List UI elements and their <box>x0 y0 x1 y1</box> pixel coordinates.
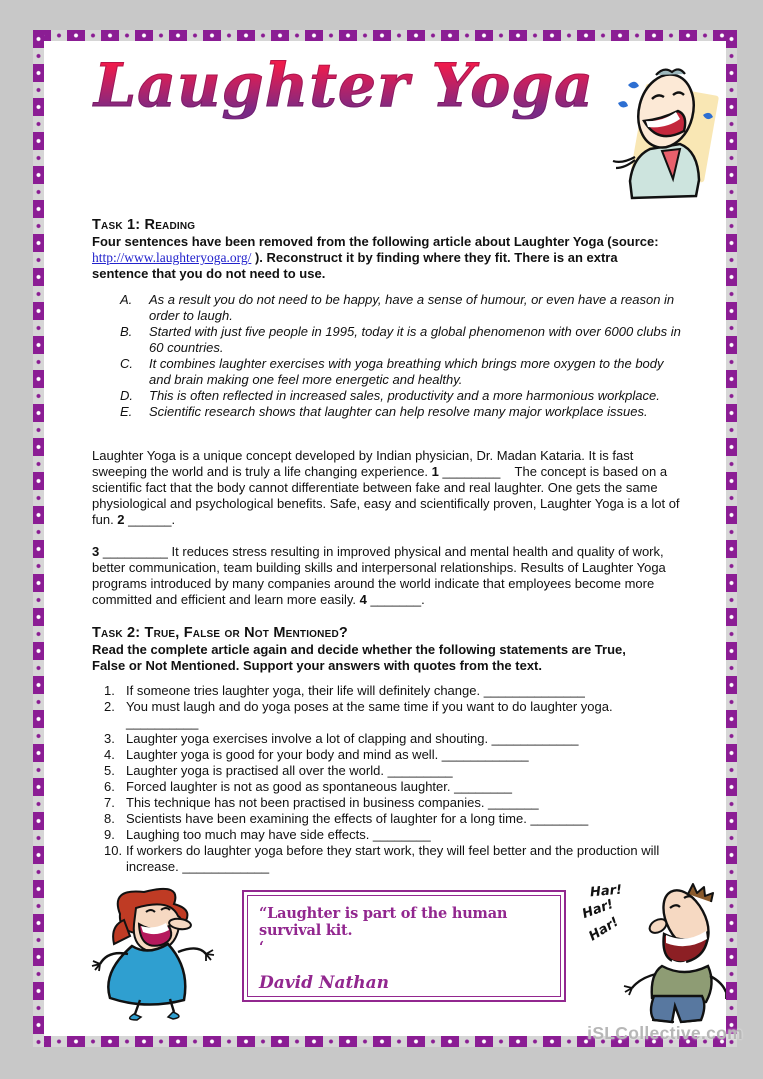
statement-1 <box>104 683 688 699</box>
statement-2 <box>104 699 688 731</box>
task2-heading: Task 2: True, False or Not Mentioned? <box>92 625 348 641</box>
statement-text: Forced laughter is not as good as spontaneous laughter. ________ <box>126 779 512 794</box>
statement-number: 5. <box>104 763 115 778</box>
statement-text: If workers do laughter yoga before they start work, they will feel better and the production will increase. ____________ <box>126 843 660 874</box>
task1-instructions-text-after: ). Reconstruct it by finding where they fit. There is an extra sentence that you do not need to use. <box>92 250 618 281</box>
statement-number: 6. <box>104 779 115 794</box>
gap-number-4: 4 <box>359 592 367 607</box>
paragraph-text: ________ The concept is based on a scientific fact that the body cannot differentiate between fake and real laughter. One gets the same physiological and psychological benefits. Safe, easy and scientifically proven, Laughter Yoga is a lot of fun. <box>92 464 680 527</box>
statement-text: Laughter yoga is good for your body and mind as well. ____________ <box>126 747 529 762</box>
task1-instructions <box>92 234 660 282</box>
option-c <box>120 356 688 388</box>
option-letter: B. <box>120 324 133 339</box>
statement-6 <box>104 779 688 795</box>
laughing-man-top-illustration <box>602 59 724 223</box>
statement-number: 8. <box>104 811 115 826</box>
statement-number: 9. <box>104 827 115 842</box>
har-label-3: Har! <box>586 914 622 945</box>
quote-box <box>242 890 566 1002</box>
har-label-1: Har! <box>589 882 623 901</box>
statement-text: This technique has not been practised in business companies. _______ <box>126 795 539 810</box>
statement-number: 2. <box>104 699 115 714</box>
worksheet-page <box>33 30 743 1047</box>
gap-number-2: 2 <box>117 512 125 527</box>
statement-text: Laughter yoga is practised all over the world. _________ <box>126 763 453 778</box>
worksheet-body <box>44 159 726 875</box>
quote-box-inner <box>247 895 561 997</box>
sentence-options-list <box>120 292 688 420</box>
page-content-area <box>44 41 726 1036</box>
gap-number-1: 1 <box>431 464 439 479</box>
paragraph-text: _______. <box>366 592 425 607</box>
laughing-woman-illustration <box>84 882 230 1024</box>
statement-5 <box>104 763 688 779</box>
article-paragraph-1 <box>92 448 688 528</box>
gap-number-3: 3 <box>92 544 100 559</box>
statement-8 <box>104 811 688 827</box>
islcollective-watermark: iSLCollective.com <box>587 1023 743 1043</box>
option-letter: D. <box>120 388 133 403</box>
option-b <box>120 324 688 356</box>
option-text: Scientific research shows that laughter can help resolve many major workplace issues. <box>149 404 648 419</box>
statement-number: 1. <box>104 683 115 698</box>
option-letter: E. <box>120 404 133 419</box>
statement-9 <box>104 827 688 843</box>
footer-illustrations-row <box>84 882 726 1024</box>
statement-3 <box>104 731 688 747</box>
quote-text: “Laughter is part of the human survival kit. <box>259 905 508 939</box>
quote-author: David Nathan <box>259 973 390 993</box>
statement-text: You must laugh and do yoga poses at the same time if you want to do laughter yoga. __________ <box>126 699 613 730</box>
statement-number: 10. <box>104 843 123 858</box>
statement-text: Scientists have been examining the effects of laughter for a long time. ________ <box>126 811 589 826</box>
option-letter: C. <box>120 356 133 371</box>
statement-4 <box>104 747 688 763</box>
option-d <box>120 388 688 404</box>
option-text: Started with just five people in 1995, today it is a global phenomenon with over 6000 clubs in 60 countries. <box>149 324 681 355</box>
source-link[interactable]: http://www.laughteryoga.org/ <box>92 250 252 265</box>
statement-text: Laughter yoga exercises involve a lot of clapping and shouting. ____________ <box>126 731 579 746</box>
stitched-border-left <box>33 30 44 1047</box>
worksheet-header <box>44 53 726 159</box>
statement-number: 4. <box>104 747 115 762</box>
statement-10 <box>104 843 688 875</box>
quote-closing-mark: ‘ <box>259 939 264 956</box>
statement-text: If someone tries laughter yoga, their life will definitely change. ______________ <box>126 683 585 698</box>
task2-instructions: Read the complete article again and decide whether the following statements are True, False or Not Mentioned. Support your answers with quotes from the text. <box>92 642 626 673</box>
paragraph-text: ______. <box>124 512 176 527</box>
statements-list <box>104 683 688 875</box>
task1-heading: Task 1: Reading <box>92 217 196 233</box>
article-paragraph-2 <box>92 544 688 608</box>
option-text: It combines laughter exercises with yoga breathing which brings more oxygen to the body and brain making one feel more energetic and healthy. <box>149 356 664 387</box>
stitched-border-right <box>726 30 737 1047</box>
page-title: Laughter Yoga <box>84 53 604 119</box>
option-e <box>120 404 688 420</box>
statement-number: 7. <box>104 795 115 810</box>
paragraph-text: Laughter Yoga is a unique concept developed by Indian physician, Dr. Madan Kataria. It is fast sweeping the world and is truly a life changing experience. <box>92 448 634 479</box>
option-letter: A. <box>120 292 133 307</box>
har-label-2: Har! <box>580 896 616 923</box>
option-a <box>120 292 688 324</box>
laughing-man-bottom-illustration <box>570 882 726 1024</box>
option-text: This is often reflected in increased sales, productivity and a more harmonious workplace. <box>149 388 660 403</box>
stitched-border-top <box>33 30 737 41</box>
option-text: As a result you do not need to be happy, have a sense of humour, or even have a reason in order to laugh. <box>149 292 675 323</box>
statement-7 <box>104 795 688 811</box>
statement-text: Laughing too much may have side effects. ________ <box>126 827 431 842</box>
statement-number: 3. <box>104 731 115 746</box>
paragraph-text: _________ It reduces stress resulting in improved physical and mental health and quality of work, better communication, team building skills and interpersonal relationships. Results of Laughter Yoga programs introduced by many companies around the world indicate that employees become more committed and efficient and learn more easily. <box>92 544 666 607</box>
task1-instructions-text: Four sentences have been removed from the following article about Laughter Yoga (source: <box>92 234 659 249</box>
